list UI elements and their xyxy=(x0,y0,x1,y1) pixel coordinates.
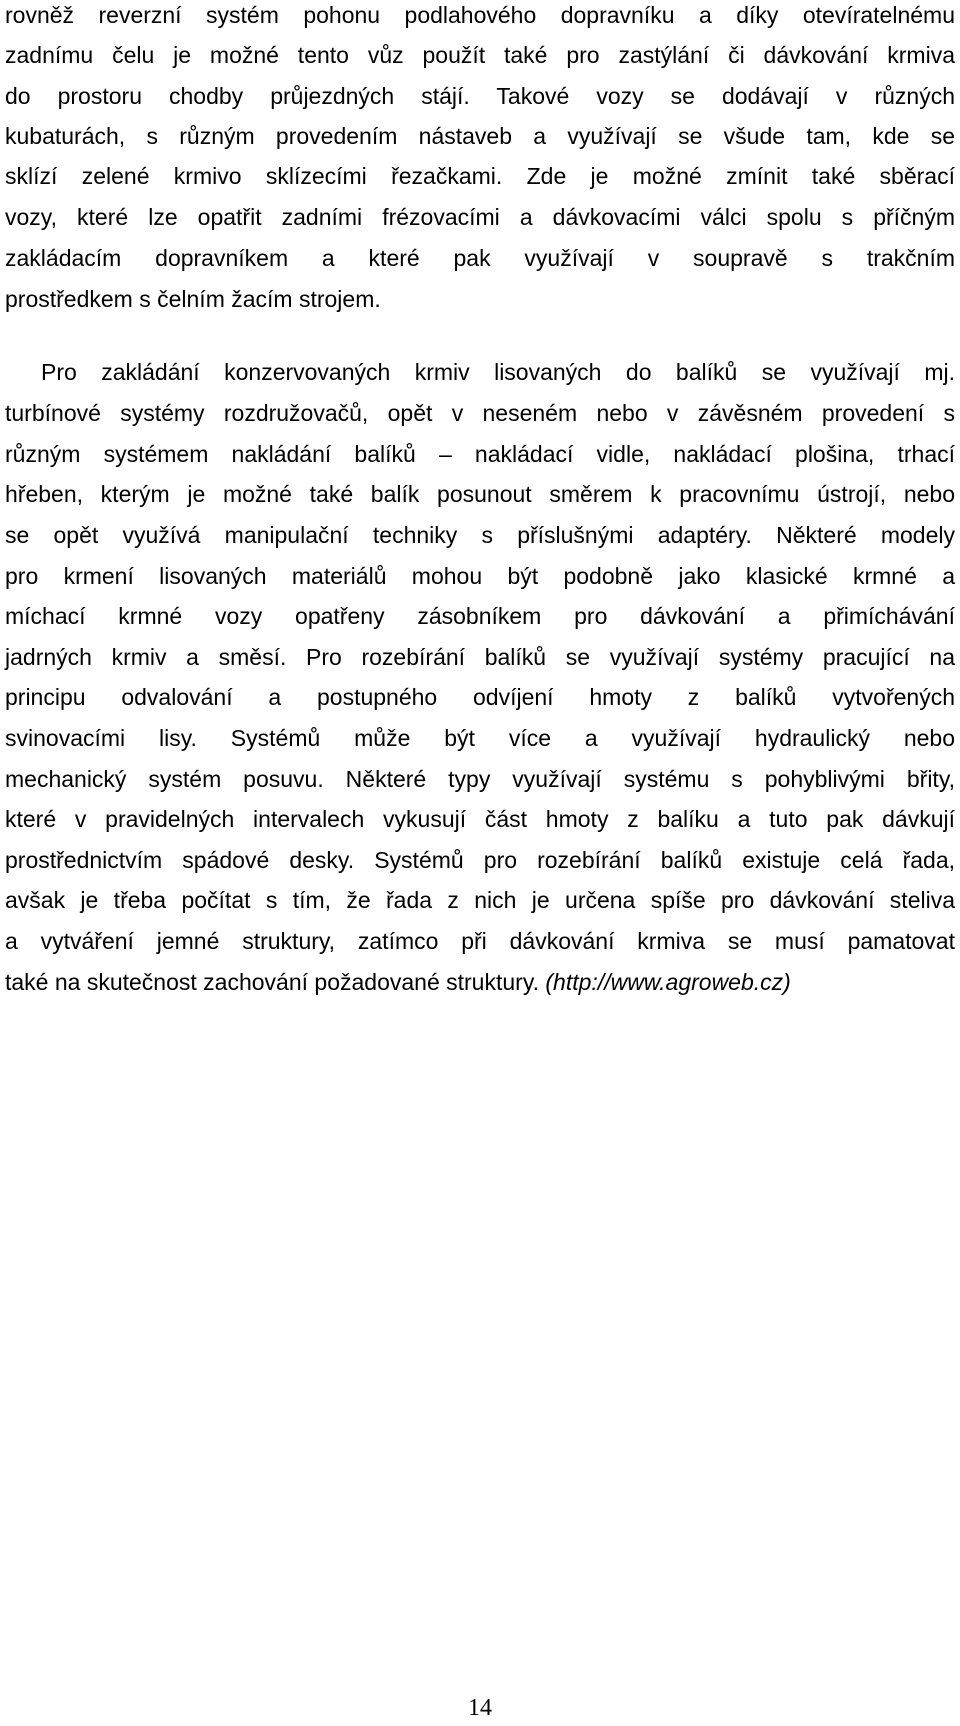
paragraph-1-line-3: do prostoru chodby průjezdných stájí. Takové vozy se dodávají v různých xyxy=(5,83,955,109)
paragraph-2-line-5: se opět využívá manipulační techniky s příslušnými adaptéry. Některé modely xyxy=(5,522,955,548)
paragraph-1-line-4: kubaturách, s různým provedením nástaveb a využívají se všude tam, kde se xyxy=(5,123,955,149)
paragraph-2-line-4: hřeben, kterým je možné také balík posunout směrem k pracovnímu ústrojí, nebo xyxy=(5,481,955,507)
paragraph-2-line-9: principu odvalování a postupného odvíjení hmoty z balíků vytvořených xyxy=(5,684,955,710)
paragraph-2-line-14: avšak je třeba počítat s tím, že řada z nich je určena spíše pro dávkování steliva xyxy=(5,887,955,913)
paragraph-2-last-line-text: také na skutečnost zachování požadované struktury. xyxy=(5,969,539,995)
paragraph-2-line-8: jadrných krmiv a směsí. Pro rozebírání balíků se využívají systémy pracující na xyxy=(5,644,955,670)
paragraph-1-line-2: zadnímu čelu je možné tento vůz použít také pro zastýlání či dávkování krmiva xyxy=(5,42,955,68)
paragraph-2-line-16 xyxy=(5,967,955,997)
paragraph-2-line-3: různým systémem nakládání balíků – nakládací vidle, nakládací plošina, trhací xyxy=(5,441,955,467)
paragraph-2-line-1: Pro zakládání konzervovaných krmiv lisovaných do balíků se využívají mj. xyxy=(41,359,955,385)
paragraph-1-line-8: prostředkem s čelním žacím strojem. xyxy=(5,286,381,312)
paragraph-1-line-1: rovněž reverzní systém pohonu podlahového dopravníku a díky otevíratelnému xyxy=(5,2,955,28)
paragraph-2-line-7: míchací krmné vozy opatřeny zásobníkem pro dávkování a přimíchávání xyxy=(5,603,955,629)
paragraph-1-line-5: sklízí zelené krmivo sklízecími řezačkami. Zde je možné zmínit také sběrací xyxy=(5,163,955,189)
paragraph-2-line-6: pro krmení lisovaných materiálů mohou být podobně jako klasické krmné a xyxy=(5,563,955,589)
paragraph-1-line-7: zakládacím dopravníkem a které pak využívají v soupravě s trakčním xyxy=(5,245,955,271)
paragraph-2-line-10: svinovacími lisy. Systémů může být více a využívají hydraulický nebo xyxy=(5,725,955,751)
paragraph-1-line-6: vozy, které lze opatřit zadními frézovacími a dávkovacími válci spolu s příčným xyxy=(5,204,955,230)
source-citation: (http://www.agroweb.cz) xyxy=(545,969,791,995)
paragraph-2-line-2: turbínové systémy rozdružovačů, opět v neseném nebo v závěsném provedení s xyxy=(5,400,955,426)
paragraph-2-line-11: mechanický systém posuvu. Některé typy využívají systému s pohyblivými břity, xyxy=(5,766,955,792)
paragraph-2-line-13: prostřednictvím spádové desky. Systémů pro rozebírání balíků existuje celá řada, xyxy=(5,847,955,873)
paragraph-2-line-12: které v pravidelných intervalech vykusují část hmoty z balíku a tuto pak dávkují xyxy=(5,806,955,832)
page-number: 14 xyxy=(468,1695,492,1721)
paragraph-2-line-15: a vytváření jemné struktury, zatímco při dávkování krmiva se musí pamatovat xyxy=(5,928,955,954)
